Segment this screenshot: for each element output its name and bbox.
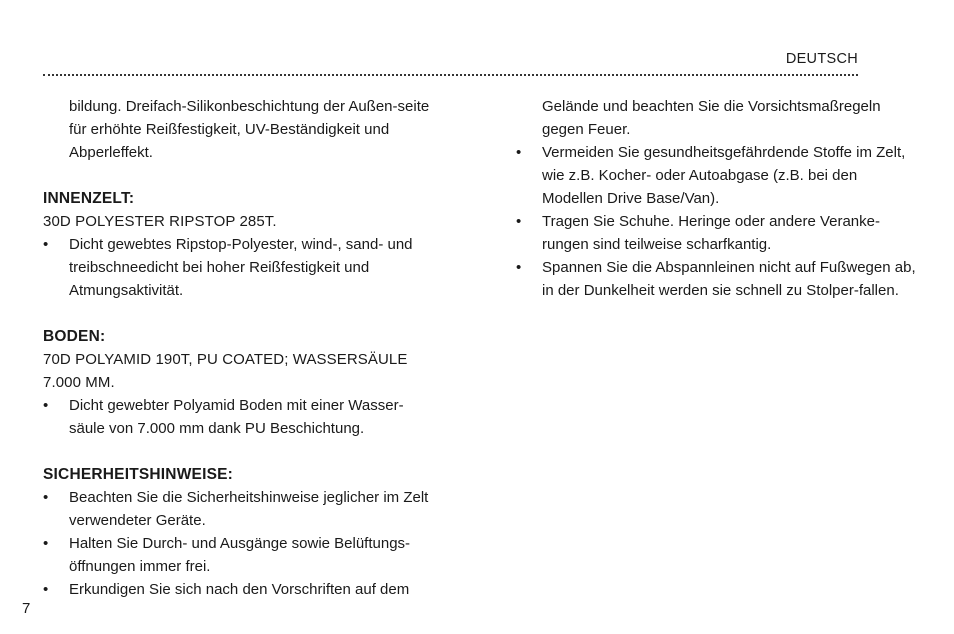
spec-boden: 70D POLYAMID 190T, PU COATED; WASSERSÄULE 7.000 MM. [43, 351, 408, 391]
section-heading-innenzelt: INNENZELT: [43, 190, 135, 207]
spec-innenzelt: 30D POLYESTER RIPSTOP 285T. [43, 213, 277, 230]
bullet-list-right [516, 141, 916, 302]
list-item: • Dicht gewebtes Ripstop-Polyester, wind-, sand- und treibschneedicht bei hoher Reißfestigkeit und Atmungsaktivität. [43, 233, 438, 302]
list-item: • Beachten Sie die Sicherheitshinweise jeglicher im Zelt verwendeter Geräte. [43, 486, 438, 532]
section-heading-sicherheit: SICHERHEITSHINWEISE: [43, 466, 234, 483]
dotted-divider [43, 74, 858, 76]
continued-paragraph: bildung. Dreifach-Silikonbeschichtung der Außen-seite für erhöhte Reißfestigkeit, UV-Beständigkeit und Abperleffekt. [69, 98, 430, 161]
list-item: • Vermeiden Sie gesundheitsgefährdende Stoffe im Zelt, wie z.B. Kocher- oder Autoabgase (z.B. bei den Modellen Drive Base/Van). [516, 141, 916, 210]
right-column [516, 95, 916, 302]
list-item: • Dicht gewebter Polyamid Boden mit einer Wasser-säule von 7.000 mm dank PU Beschichtung. [43, 394, 438, 440]
page-number: 7 [22, 600, 31, 617]
list-item: • Erkundigen Sie sich nach den Vorschriften auf dem [43, 578, 438, 601]
list-item: • Halten Sie Durch- und Ausgänge sowie Belüftungs-öffnungen immer frei. [43, 532, 438, 578]
list-item: • Spannen Sie die Abspannleinen nicht auf Fußwegen ab, in der Dunkelheit werden sie schnell zu Stolper-fallen. [516, 256, 916, 302]
list-item: • Tragen Sie Schuhe. Heringe oder andere Veranke-rungen sind teilweise scharfkantig. [516, 210, 916, 256]
bullet-list-sicherheit [43, 486, 438, 601]
left-column [43, 95, 438, 601]
section-heading-boden: BODEN: [43, 328, 106, 345]
language-label: DEUTSCH [785, 51, 858, 67]
continued-paragraph: Gelände und beachten Sie die Vorsichtsmaßregeln gegen Feuer. [542, 98, 881, 138]
bullet-list-boden [43, 394, 438, 440]
bullet-list-innenzelt [43, 233, 438, 302]
